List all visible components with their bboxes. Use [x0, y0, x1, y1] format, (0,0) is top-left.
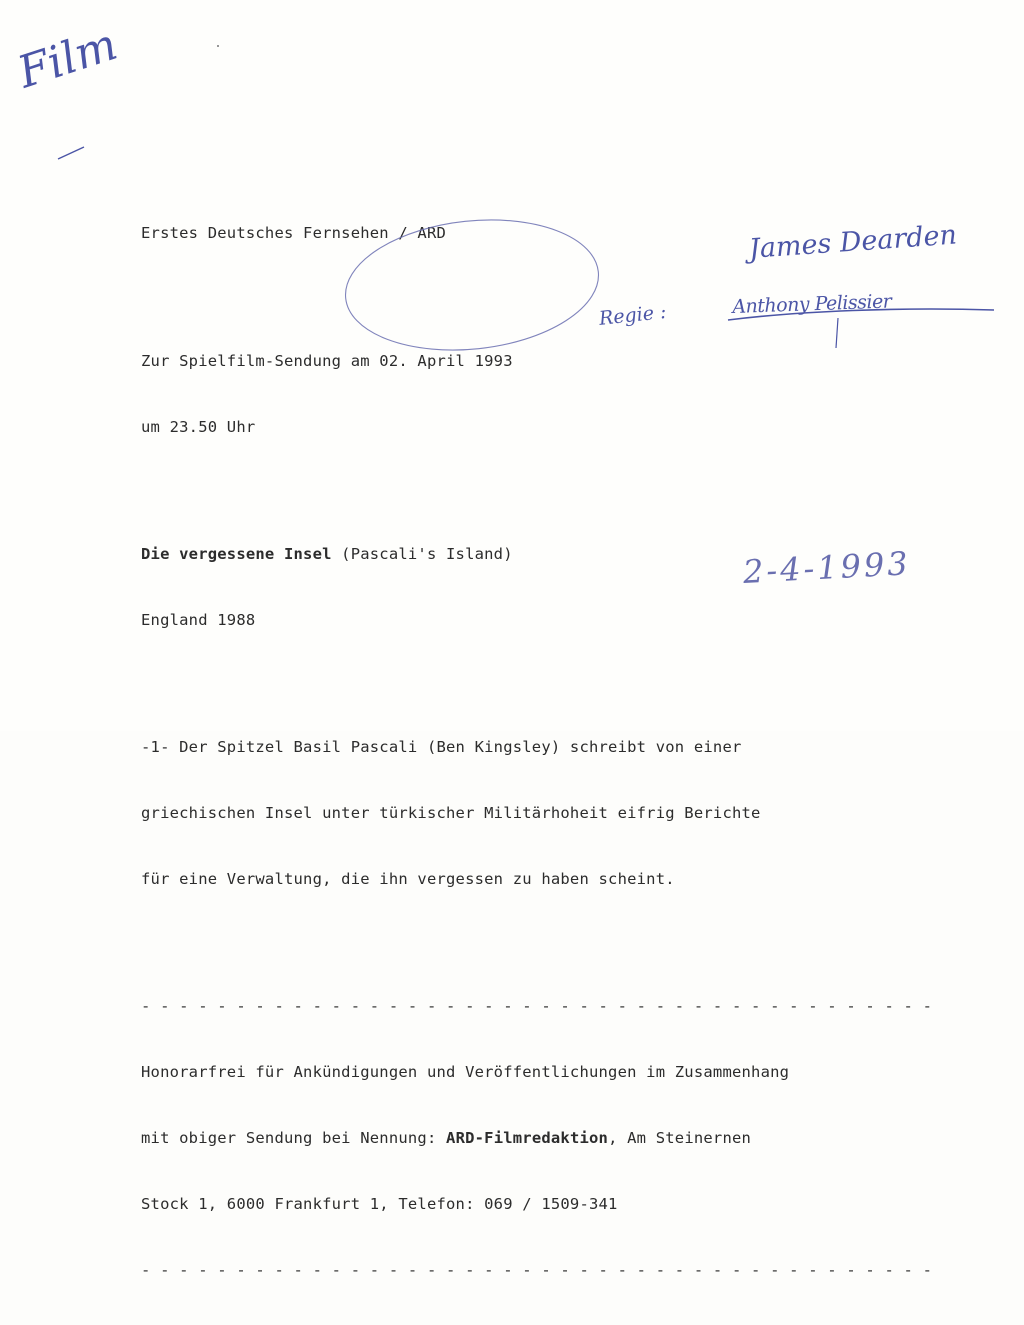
handwritten-director-name: James Dearden	[748, 219, 958, 265]
broadcaster-header: Erstes Deutsches Fernsehen / ARD	[141, 224, 447, 242]
original-title: (Pascali's Island)	[331, 545, 513, 563]
dash-divider-bottom: - - - - - - - - - - - - - - - - - - - - - - - - - - - - - - - - - - - - - - - - - -	[141, 1261, 933, 1279]
broadcast-date-line: Zur Spielfilm-Sendung am 02. April 1993	[141, 352, 513, 370]
handwritten-date: 2-4-1993	[742, 544, 912, 591]
credit-line-2-suffix: , Am Steinernen	[608, 1129, 752, 1147]
handwritten-corner-note: Film	[12, 18, 124, 99]
caption-line-3: für eine Verwaltung, die ihn vergessen zu haben scheint.	[141, 870, 675, 888]
credit-line-2-prefix: mit obiger Sendung bei Nennung:	[141, 1129, 447, 1147]
handwritten-regie-label: Regie :	[598, 300, 668, 330]
typed-caption-block	[141, 178, 933, 1325]
caption-line-2: griechischen Insel unter türkischer Militärhoheit eifrig Berichte	[141, 804, 761, 822]
paper-speck	[217, 45, 219, 47]
broadcast-time-line: um 23.50 Uhr	[141, 418, 256, 436]
pen-dash-mark	[58, 147, 84, 159]
credit-line-3: Stock 1, 6000 Frankfurt 1, Telefon: 069 / 1509-341	[141, 1195, 618, 1213]
dash-divider-top: - - - - - - - - - - - - - - - - - - - - - - - - - - - - - - - - - - - - - - - - - -	[141, 997, 933, 1015]
country-year: England 1988	[141, 611, 256, 629]
credit-line-2	[141, 1127, 901, 1149]
credit-line-2-bold: ARD-Filmredaktion	[446, 1129, 609, 1147]
credit-line-1: Honorarfrei für Ankündigungen und Veröffentlichungen im Zusammenhang	[141, 1063, 790, 1081]
film-title: Die vergessene Insel	[141, 545, 332, 563]
handwritten-struck-name: Anthony Pelissier	[732, 290, 892, 318]
caption-line-1: -1- Der Spitzel Basil Pascali (Ben Kingsley) schreibt von einer	[141, 738, 742, 756]
